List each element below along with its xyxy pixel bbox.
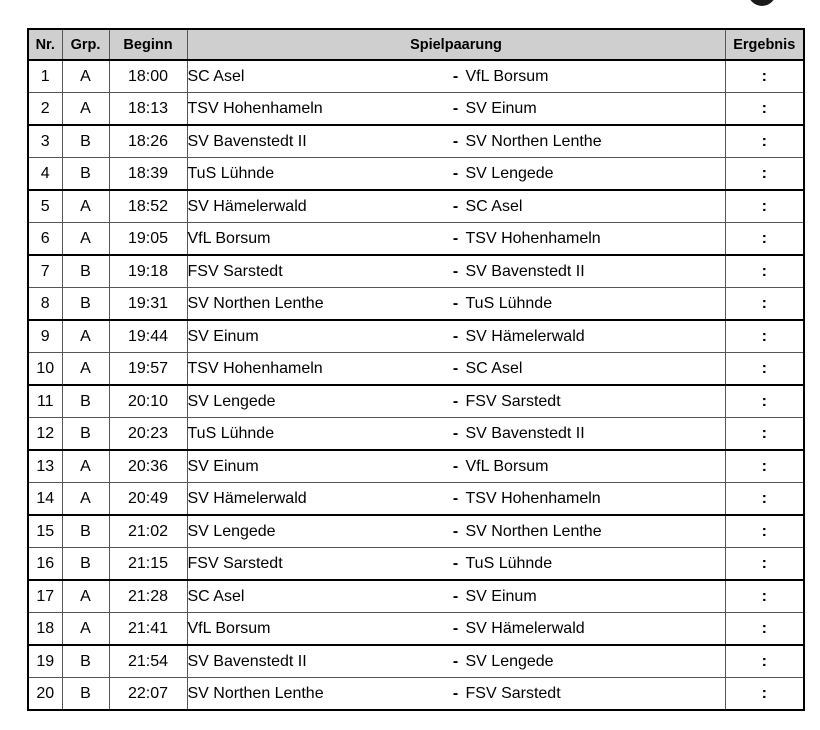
- match-number: 16: [28, 548, 62, 581]
- match-result: :: [725, 288, 804, 321]
- match-pairing: [187, 223, 725, 256]
- match-start-time: 19:44: [109, 320, 187, 353]
- table-row: [28, 190, 804, 223]
- table-row: [28, 450, 804, 483]
- match-start-time: 18:00: [109, 60, 187, 93]
- match-pairing: [187, 678, 725, 711]
- match-start-time: 18:39: [109, 158, 187, 191]
- match-group: B: [62, 645, 109, 678]
- match-number: 19: [28, 645, 62, 678]
- table-row: [28, 320, 804, 353]
- match-group: A: [62, 190, 109, 223]
- match-result: :: [725, 190, 804, 223]
- home-team: FSV Sarstedt: [187, 262, 283, 280]
- match-pairing: [187, 645, 725, 678]
- pairing-separator: -: [452, 652, 459, 670]
- home-team: SV Einum: [187, 327, 259, 345]
- away-team: VfL Borsum: [465, 457, 549, 475]
- table-row: [28, 645, 804, 678]
- home-team: SC Asel: [187, 67, 245, 85]
- table-row: [28, 678, 804, 711]
- table-row: [28, 548, 804, 581]
- pairing-separator: -: [452, 164, 459, 182]
- match-number: 4: [28, 158, 62, 191]
- away-team: FSV Sarstedt: [465, 684, 561, 702]
- match-schedule-table: [27, 28, 805, 711]
- away-team: SV Lengede: [465, 652, 554, 670]
- pairing-separator: -: [452, 99, 459, 117]
- table-row: [28, 125, 804, 158]
- match-group: B: [62, 125, 109, 158]
- match-number: 15: [28, 515, 62, 548]
- match-number: 18: [28, 613, 62, 646]
- match-pairing: [187, 255, 725, 288]
- home-team: SV Hämelerwald: [187, 197, 307, 215]
- pairing-separator: -: [452, 424, 459, 442]
- away-team: TSV Hohenhameln: [465, 229, 601, 247]
- match-group: A: [62, 613, 109, 646]
- away-team: SV Northen Lenthe: [465, 522, 602, 540]
- match-start-time: 22:07: [109, 678, 187, 711]
- table-row: [28, 580, 804, 613]
- match-pairing: [187, 125, 725, 158]
- home-team: SV Northen Lenthe: [187, 684, 324, 702]
- match-result: :: [725, 353, 804, 386]
- pairing-separator: -: [452, 67, 459, 85]
- match-start-time: 21:54: [109, 645, 187, 678]
- pairing-separator: -: [452, 489, 459, 507]
- match-result: :: [725, 418, 804, 451]
- home-team: SV Hämelerwald: [187, 489, 307, 507]
- home-team: TSV Hohenhameln: [187, 359, 323, 377]
- match-result: :: [725, 60, 804, 93]
- match-number: 5: [28, 190, 62, 223]
- match-pairing: [187, 288, 725, 321]
- match-group: B: [62, 515, 109, 548]
- match-result: :: [725, 125, 804, 158]
- match-number: 8: [28, 288, 62, 321]
- home-team: TuS Lühnde: [187, 164, 275, 182]
- pairing-separator: -: [452, 457, 459, 475]
- match-start-time: 21:28: [109, 580, 187, 613]
- match-result: :: [725, 483, 804, 516]
- home-team: FSV Sarstedt: [187, 554, 283, 572]
- match-number: 6: [28, 223, 62, 256]
- match-number: 1: [28, 60, 62, 93]
- pairing-separator: -: [452, 327, 459, 345]
- home-team: SV Einum: [187, 457, 259, 475]
- away-team: SV Northen Lenthe: [465, 132, 602, 150]
- match-group: A: [62, 483, 109, 516]
- match-number: 2: [28, 93, 62, 126]
- match-pairing: [187, 385, 725, 418]
- header-result: Ergebnis: [725, 29, 804, 60]
- match-start-time: 21:02: [109, 515, 187, 548]
- match-group: A: [62, 320, 109, 353]
- match-pairing: [187, 93, 725, 126]
- pairing-separator: -: [452, 262, 459, 280]
- match-pairing: [187, 483, 725, 516]
- match-start-time: 18:52: [109, 190, 187, 223]
- table-row: [28, 223, 804, 256]
- match-result: :: [725, 320, 804, 353]
- away-team: SV Einum: [465, 99, 537, 117]
- away-team: SV Hämelerwald: [465, 327, 585, 345]
- pairing-separator: -: [452, 619, 459, 637]
- match-start-time: 18:13: [109, 93, 187, 126]
- match-start-time: 20:36: [109, 450, 187, 483]
- table-row: [28, 515, 804, 548]
- away-team: TuS Lühnde: [465, 554, 553, 572]
- header-start: Beginn: [109, 29, 187, 60]
- match-result: :: [725, 255, 804, 288]
- match-pairing: [187, 353, 725, 386]
- pairing-separator: -: [452, 359, 459, 377]
- match-group: A: [62, 93, 109, 126]
- away-team: SV Bavenstedt II: [465, 424, 585, 442]
- table-row: [28, 483, 804, 516]
- corner-logo-fragment: [748, 0, 776, 6]
- match-start-time: 20:49: [109, 483, 187, 516]
- match-group: A: [62, 60, 109, 93]
- match-pairing: [187, 320, 725, 353]
- match-number: 7: [28, 255, 62, 288]
- match-group: B: [62, 418, 109, 451]
- away-team: SC Asel: [465, 359, 523, 377]
- home-team: SV Lengede: [187, 392, 276, 410]
- match-result: :: [725, 223, 804, 256]
- pairing-separator: -: [452, 132, 459, 150]
- match-pairing: [187, 450, 725, 483]
- header-nr: Nr.: [28, 29, 62, 60]
- match-start-time: 19:18: [109, 255, 187, 288]
- pairing-separator: -: [452, 294, 459, 312]
- match-group: A: [62, 580, 109, 613]
- match-result: :: [725, 450, 804, 483]
- match-group: B: [62, 678, 109, 711]
- pairing-separator: -: [452, 684, 459, 702]
- match-group: B: [62, 385, 109, 418]
- match-result: :: [725, 158, 804, 191]
- table-row: [28, 418, 804, 451]
- match-number: 3: [28, 125, 62, 158]
- match-pairing: [187, 613, 725, 646]
- match-pairing: [187, 548, 725, 581]
- table-row: [28, 613, 804, 646]
- match-number: 14: [28, 483, 62, 516]
- home-team: SV Lengede: [187, 522, 276, 540]
- match-group: A: [62, 353, 109, 386]
- match-start-time: 20:23: [109, 418, 187, 451]
- match-result: :: [725, 580, 804, 613]
- match-start-time: 18:26: [109, 125, 187, 158]
- away-team: SC Asel: [465, 197, 523, 215]
- pairing-separator: -: [452, 587, 459, 605]
- match-start-time: 21:15: [109, 548, 187, 581]
- match-pairing: [187, 158, 725, 191]
- match-group: B: [62, 158, 109, 191]
- home-team: SV Bavenstedt II: [187, 652, 307, 670]
- match-result: :: [725, 385, 804, 418]
- table-row: [28, 353, 804, 386]
- pairing-separator: -: [452, 554, 459, 572]
- match-result: :: [725, 613, 804, 646]
- table-header-row: [28, 29, 804, 60]
- away-team: TSV Hohenhameln: [465, 489, 601, 507]
- away-team: SV Hämelerwald: [465, 619, 585, 637]
- match-start-time: 19:57: [109, 353, 187, 386]
- match-result: :: [725, 93, 804, 126]
- table-row: [28, 255, 804, 288]
- match-pairing: [187, 418, 725, 451]
- header-pairing: Spielpaarung: [187, 29, 725, 60]
- away-team: VfL Borsum: [465, 67, 549, 85]
- home-team: SC Asel: [187, 587, 245, 605]
- pairing-separator: -: [452, 197, 459, 215]
- match-group: B: [62, 548, 109, 581]
- home-team: SV Bavenstedt II: [187, 132, 307, 150]
- match-number: 10: [28, 353, 62, 386]
- home-team: TSV Hohenhameln: [187, 99, 323, 117]
- home-team: TuS Lühnde: [187, 424, 275, 442]
- table-row: [28, 385, 804, 418]
- match-group: B: [62, 288, 109, 321]
- away-team: SV Einum: [465, 587, 537, 605]
- match-start-time: 19:05: [109, 223, 187, 256]
- match-start-time: 19:31: [109, 288, 187, 321]
- match-result: :: [725, 678, 804, 711]
- match-number: 12: [28, 418, 62, 451]
- match-number: 17: [28, 580, 62, 613]
- match-result: :: [725, 645, 804, 678]
- home-team: VfL Borsum: [187, 619, 271, 637]
- match-number: 9: [28, 320, 62, 353]
- match-start-time: 20:10: [109, 385, 187, 418]
- away-team: SV Bavenstedt II: [465, 262, 585, 280]
- match-result: :: [725, 515, 804, 548]
- match-pairing: [187, 580, 725, 613]
- match-number: 13: [28, 450, 62, 483]
- match-start-time: 21:41: [109, 613, 187, 646]
- header-group: Grp.: [62, 29, 109, 60]
- table-row: [28, 288, 804, 321]
- match-number: 11: [28, 385, 62, 418]
- away-team: TuS Lühnde: [465, 294, 553, 312]
- away-team: SV Lengede: [465, 164, 554, 182]
- away-team: FSV Sarstedt: [465, 392, 561, 410]
- match-group: A: [62, 450, 109, 483]
- table-row: [28, 60, 804, 93]
- table-row: [28, 93, 804, 126]
- home-team: SV Northen Lenthe: [187, 294, 324, 312]
- table-row: [28, 158, 804, 191]
- match-group: A: [62, 223, 109, 256]
- pairing-separator: -: [452, 392, 459, 410]
- match-group: B: [62, 255, 109, 288]
- pairing-separator: -: [452, 522, 459, 540]
- match-number: 20: [28, 678, 62, 711]
- home-team: VfL Borsum: [187, 229, 271, 247]
- match-result: :: [725, 548, 804, 581]
- pairing-separator: -: [452, 229, 459, 247]
- match-pairing: [187, 515, 725, 548]
- match-pairing: [187, 60, 725, 93]
- match-pairing: [187, 190, 725, 223]
